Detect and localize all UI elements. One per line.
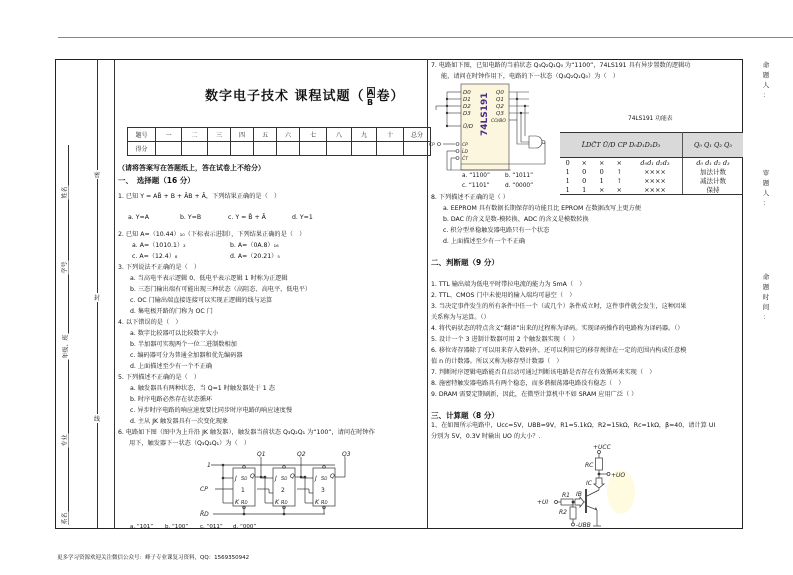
- svg-text:Q: Q: [330, 473, 335, 480]
- judge-item-6-cont: 值 n 的计数器。所以又称为移存型计数器（ ）: [431, 358, 563, 365]
- cell: ××××: [628, 185, 683, 195]
- pin-ud: Ū/D: [463, 124, 474, 130]
- cell: d₀ d₁ d₂ d₃: [696, 158, 730, 167]
- q8-option-b[interactable]: b. DAC 的含义是数-模转换、ADC 的含义是模数转换: [443, 216, 589, 223]
- q3-option-c[interactable]: c. OC 门输出端直接连接可以实现正逻辑的线与运算: [130, 297, 273, 304]
- q6-option-d[interactable]: d. “000”: [233, 524, 257, 530]
- seal-char-mi: 密: [94, 172, 101, 179]
- seal-char-xian: 线: [94, 416, 101, 423]
- pin-d2: D2: [463, 104, 471, 110]
- char: 间: [762, 303, 770, 311]
- q8-stem: 8. 下列描述不正确的是（ ）: [431, 194, 509, 201]
- cell: 保持: [683, 185, 744, 195]
- char: ：: [762, 313, 770, 321]
- function-table-row: [560, 185, 743, 195]
- score-input[interactable]: [277, 142, 300, 156]
- char: ：: [762, 199, 770, 207]
- date-label: [762, 272, 770, 322]
- exam-title: [205, 85, 405, 107]
- q4-option-a[interactable]: a. 数字比较器可以比较数字大小: [130, 330, 219, 337]
- char: 审: [762, 169, 770, 177]
- uo-label: +UO: [611, 472, 626, 479]
- reviewer-label: [762, 168, 770, 208]
- q6-option-a[interactable]: a. “101”: [130, 524, 154, 530]
- judge-item-4: 4. 将代码状态的特点含义“翻译”出来的过程称为译码。实现译码操作的电路称为译码器。（）: [431, 325, 684, 332]
- score-cell: 一: [156, 128, 182, 142]
- judge-item-8: 8. 施密特触发器电路具有两个稳态，而多谐振荡器电路没有稳态（ ）: [431, 380, 625, 387]
- paper-a: A: [367, 87, 375, 97]
- q3-option-d[interactable]: d. 集电极开路的门称为 OC 门: [130, 308, 213, 315]
- score-input[interactable]: [352, 142, 377, 156]
- cell: 1: [565, 176, 570, 185]
- svg-text:Q: Q: [290, 473, 295, 480]
- ff2-label: 2: [281, 487, 285, 494]
- q1-option-b[interactable]: b. Y=B: [180, 214, 202, 221]
- ff1-label: 1: [241, 487, 245, 494]
- q4-stem: 4. 以下错误的是（ ）: [118, 319, 182, 326]
- pin-co-bo: CO/BO: [491, 119, 506, 124]
- q4-option-c[interactable]: c. 编码器可分为普通全加器和优先编码器: [130, 352, 243, 359]
- cell: ↑: [616, 167, 622, 176]
- score-input[interactable]: [327, 142, 352, 156]
- q7-option-c[interactable]: c. “1101”: [462, 183, 490, 189]
- judge-item-5: 5. 设计一个 3 进制计数器可用 2 个触发器实现（ ）: [431, 336, 579, 343]
- score-input[interactable]: [254, 142, 277, 156]
- q2-option-c[interactable]: c. A=（12.4）₈: [132, 253, 178, 260]
- field-major-label: 专业: [61, 434, 69, 447]
- score-header-row: [128, 128, 431, 142]
- pin-d1: D1: [463, 97, 471, 103]
- score-value-row: [128, 142, 431, 156]
- cell: ××××: [628, 176, 683, 185]
- field-student-id-label: 学号: [61, 261, 69, 274]
- paper-b: B: [366, 97, 375, 107]
- pin-cp: CP: [462, 143, 468, 148]
- char: 命: [762, 273, 770, 281]
- q1-stem: 1. 已知 Y = AB̄ + B + ĀB + Ā，下列结果正确的是（ ）: [118, 193, 281, 200]
- r1-label: R1: [562, 492, 570, 499]
- q6-stem-cont: 用下，触发器下一状态（Q₃Q₂Q₁）为（ ）: [129, 440, 251, 447]
- score-cell: 二: [182, 128, 208, 142]
- q4-option-d[interactable]: d. 上面描述至少有一个不正确: [130, 363, 213, 370]
- q1-option-a[interactable]: a. Y=A: [128, 214, 149, 221]
- chip-74ls191-circuit: [429, 84, 543, 170]
- score-input[interactable]: [300, 142, 327, 156]
- cell: 1: [576, 185, 594, 195]
- q2-option-a[interactable]: a. A=（1010.1）₂: [132, 242, 186, 249]
- cell: ×: [593, 185, 611, 195]
- q1-option-d[interactable]: d. Y=1: [292, 214, 313, 221]
- q7-option-a[interactable]: a. “1100”: [462, 173, 490, 179]
- q8-option-c[interactable]: c. 积分型单稳触发器电路只有一个状态: [443, 227, 550, 234]
- cell: 1: [560, 185, 576, 195]
- header-rule: [58, 37, 793, 38]
- pin-ct: C̄T: [462, 157, 468, 162]
- pin-q3: Q3: [496, 111, 504, 117]
- score-input[interactable]: [208, 142, 231, 156]
- pin-q2: Q2: [496, 104, 504, 110]
- pin-d3: D3: [463, 111, 471, 117]
- function-table-header: [560, 133, 743, 158]
- pin-q0: Q0: [496, 90, 504, 96]
- section1-heading: 一、 选择题（16 分）: [118, 176, 195, 185]
- score-cell: 五: [254, 128, 277, 142]
- cell: ×: [599, 158, 605, 167]
- char: 命: [762, 61, 770, 69]
- chip-name: 74LS191: [480, 92, 490, 136]
- field-class-label: 年级、班: [62, 334, 70, 359]
- score-cell: 题号: [128, 128, 156, 142]
- score-input[interactable]: [156, 142, 182, 156]
- q7-stem-cont: 能，请问在时钟作用下，电路的下一状态（Q₃Q₂Q₁Q₀）为（ ）: [441, 73, 619, 80]
- q2-label: Q2: [297, 451, 306, 458]
- score-cell: 十: [377, 128, 404, 142]
- pin-d0: D0: [463, 90, 471, 96]
- field-name-label: 姓名: [61, 186, 69, 199]
- judge-item-7: 7. 判断时序逻辑电路能否自启动可通过判断该电路是否存在有效循环来实现（ ）: [431, 369, 656, 376]
- cp-label: CP: [200, 486, 208, 493]
- cell: d₀d₁ d₂d₃: [628, 158, 683, 168]
- q5-option-b[interactable]: b. 时序电路必然存在状态循环: [130, 396, 213, 403]
- q2-option-d[interactable]: d. A=（20.21）₅: [230, 253, 280, 260]
- judge-item-2: 2. TTL、CMOS 门中未使用的输入端均可悬空（ ）: [431, 292, 576, 299]
- q3-stem: 3. 下列说法不正确的是（ ）: [118, 264, 201, 271]
- q7-option-b[interactable]: b. “1011”: [505, 173, 534, 179]
- svg-text:K: K: [315, 499, 319, 506]
- char: 时: [762, 293, 770, 301]
- function-table-row: [560, 158, 743, 168]
- footer-note: 更多学习资源欢迎关注微信公众号：峰子专业课复习资料，QQ：1569350942: [57, 555, 250, 561]
- q5-option-a[interactable]: a. 触发器具有两种状态，当 Q=1 时触发器处于 1 态: [130, 385, 275, 392]
- transistor-circuit: [537, 444, 663, 530]
- content-left-border: [114, 59, 115, 529]
- cell: 0: [582, 176, 587, 185]
- cell: ×: [581, 158, 587, 167]
- cell: 0: [582, 167, 587, 176]
- judge-item-9: 9. DRAM 需要定期刷新，因此，在微型计算机中不如 SRAM 应用广泛（ ）: [431, 391, 638, 398]
- judge-item-3-cont: 关系称为与运算。（）: [431, 314, 490, 321]
- title-suffix: 卷）: [376, 89, 405, 104]
- svg-text:SD: SD: [281, 476, 288, 482]
- q3-label: Q3: [342, 451, 351, 458]
- cell: 0: [565, 158, 570, 167]
- cell: 加法计数: [700, 168, 726, 176]
- function-table-title: 74LS191 功能表: [628, 116, 673, 122]
- ucc-label: +UCC: [593, 444, 611, 451]
- judge-item-1: 1. TTL 输出端为低电平时带拉电流的能力为 5mA（ ）: [431, 281, 586, 288]
- ib-label: IB: [576, 491, 582, 498]
- score-cell: 得分: [128, 142, 156, 156]
- score-cell: 三: [208, 128, 231, 142]
- judge-item-3: 3. 当决定事件发生的所有条件中任一个（或几个）条件成立时，这件事件就会发生，这种因果: [431, 303, 687, 310]
- title-text: 数字电子技术 课程试题（: [205, 89, 365, 104]
- cp-input-label: CP: [429, 143, 435, 148]
- section2-heading: 二、判断题（9 分）: [431, 258, 499, 267]
- field-dept-label: 系名: [61, 512, 69, 525]
- instructions: （请将答案写在答题纸上，答在试卷上不给分）: [118, 164, 265, 172]
- cell: ×: [616, 158, 622, 167]
- svg-text:SD: SD: [241, 476, 248, 482]
- char: 题: [762, 179, 770, 187]
- char: 人: [762, 81, 770, 89]
- q7-option-d[interactable]: d. “0000”: [505, 183, 534, 189]
- q6-stem: 6. 电路如下图（图中为上升沿 JK 触发器），触发器当前状态 Q₃Q₂Q₁ 为“100”，请问在时钟作: [118, 429, 375, 436]
- svg-text:J: J: [275, 475, 277, 482]
- function-table-row: [560, 167, 743, 176]
- q8-option-a[interactable]: a. EEPROM 具有数据长期保存的功能且比 EPROM 在数据改写上更方便: [443, 205, 641, 212]
- q2-option-b[interactable]: b. A=（0A.8）₁₆: [230, 242, 279, 249]
- section3-heading: 三、计算题（8 分）: [431, 411, 499, 420]
- char: 人: [762, 189, 770, 197]
- calc-q1-line1: 1、在如图所示电路中，Ucc=5V，UBB=9V，R1=5.1kΩ，R2=15kΩ，Rc=1kΩ，β=40，请计算 UI: [431, 422, 716, 429]
- q1-option-c[interactable]: c. Y = B̄ + Ā: [228, 214, 266, 221]
- cell: ↑: [616, 176, 622, 185]
- cell: 0: [599, 167, 604, 176]
- rc-label: RC: [585, 462, 594, 469]
- q3-option-a[interactable]: a. 当高电平表示逻辑 0、低电平表示逻辑 1 时称为正逻辑: [130, 275, 288, 282]
- author-label: [762, 60, 770, 100]
- score-cell: 七: [300, 128, 327, 142]
- cell: 减法计数: [700, 177, 726, 185]
- svg-text:RD: RD: [241, 500, 248, 506]
- judge-item-6: 6. 移位寄存器除了可以用来存入数码外，还可以利用它的移存规律在一定的范围内构成任意模: [431, 347, 687, 354]
- rd-label: R̄D: [200, 511, 209, 518]
- r2-label: R2: [559, 509, 567, 516]
- q4-option-b[interactable]: b. 半加器可实现两个一位二进制数相加: [130, 341, 237, 348]
- svg-text:RD: RD: [321, 500, 328, 506]
- score-cell: 六: [277, 128, 300, 142]
- pin-ld: L̄D: [462, 150, 468, 155]
- pin-q1: Q1: [496, 97, 504, 103]
- svg-text:SD: SD: [321, 476, 328, 482]
- svg-text:J: J: [235, 475, 237, 482]
- score-input[interactable]: [404, 142, 431, 156]
- func-header-outputs: Q₀ Q₁ Q₂ Q₃: [683, 133, 744, 158]
- q5-option-c[interactable]: c. 异步时序电路的响应速度要比同步时序电路的响应速度慢: [130, 407, 293, 414]
- score-cell: 九: [352, 128, 377, 142]
- seal-char-feng: 封: [94, 295, 101, 302]
- calc-q1-line2: 分别为 5V，0.3V 时输出 UO 的大小？.: [431, 433, 541, 440]
- svg-text:Q: Q: [250, 473, 255, 480]
- ui-label: +UI: [537, 499, 549, 506]
- svg-text:RD: RD: [281, 500, 288, 506]
- function-table-row: [560, 176, 743, 185]
- q3-option-b[interactable]: b. 三态门输出端有可能出现三种状态（高阻态、高电平、低电平）: [130, 286, 312, 293]
- cell: ××××: [628, 167, 683, 176]
- cell: 1: [565, 167, 570, 176]
- func-header-inputs: L̄DC̄T Ū/D CP D₀D₁D₂D₃: [560, 133, 683, 158]
- ic-label: IC: [586, 480, 592, 487]
- svg-text:K: K: [235, 499, 239, 506]
- input-one-label: 1: [207, 462, 211, 469]
- char: 题: [762, 283, 770, 291]
- cell: ×: [611, 185, 629, 195]
- ubb-label: -UBB: [576, 522, 591, 529]
- score-input[interactable]: [377, 142, 404, 156]
- q6-option-b[interactable]: b. “100”: [165, 524, 189, 530]
- q2-stem: 2. 已知 A=（10.44）₁₀（下标表示进制），下列结果正确的是（ ）: [118, 231, 306, 238]
- function-table: [560, 132, 743, 195]
- q1-label: Q1: [257, 451, 266, 458]
- cell: 1: [599, 176, 604, 185]
- score-cell: 八: [327, 128, 352, 142]
- q8-option-d[interactable]: d. 上面描述至少有一个不正确: [443, 238, 526, 245]
- score-cell: 总分: [404, 128, 431, 142]
- score-input[interactable]: [182, 142, 208, 156]
- score-table: [127, 127, 431, 156]
- svg-text:J: J: [315, 475, 317, 482]
- svg-text:K: K: [275, 499, 279, 506]
- char: 题: [762, 71, 770, 79]
- q7-stem: 7. 电路如下图，已知电路的当前状态 Q₃Q₂Q₁Q₀ 为“1100”，74LS191 具有异步置数的逻辑功: [431, 62, 691, 69]
- score-input[interactable]: [231, 142, 254, 156]
- q6-option-c[interactable]: c. “011”: [200, 524, 223, 530]
- score-cell: 四: [231, 128, 254, 142]
- char: ：: [762, 91, 770, 99]
- q5-stem: 5. 下列描述不正确的是（ ）: [118, 374, 201, 381]
- ff3-label: 3: [321, 487, 325, 494]
- q5-option-d[interactable]: d. 主从 JK 触发器具有一次变化现象: [130, 418, 229, 425]
- paper-ab-selector: [367, 87, 375, 107]
- jk-flipflop-circuit: [195, 452, 355, 522]
